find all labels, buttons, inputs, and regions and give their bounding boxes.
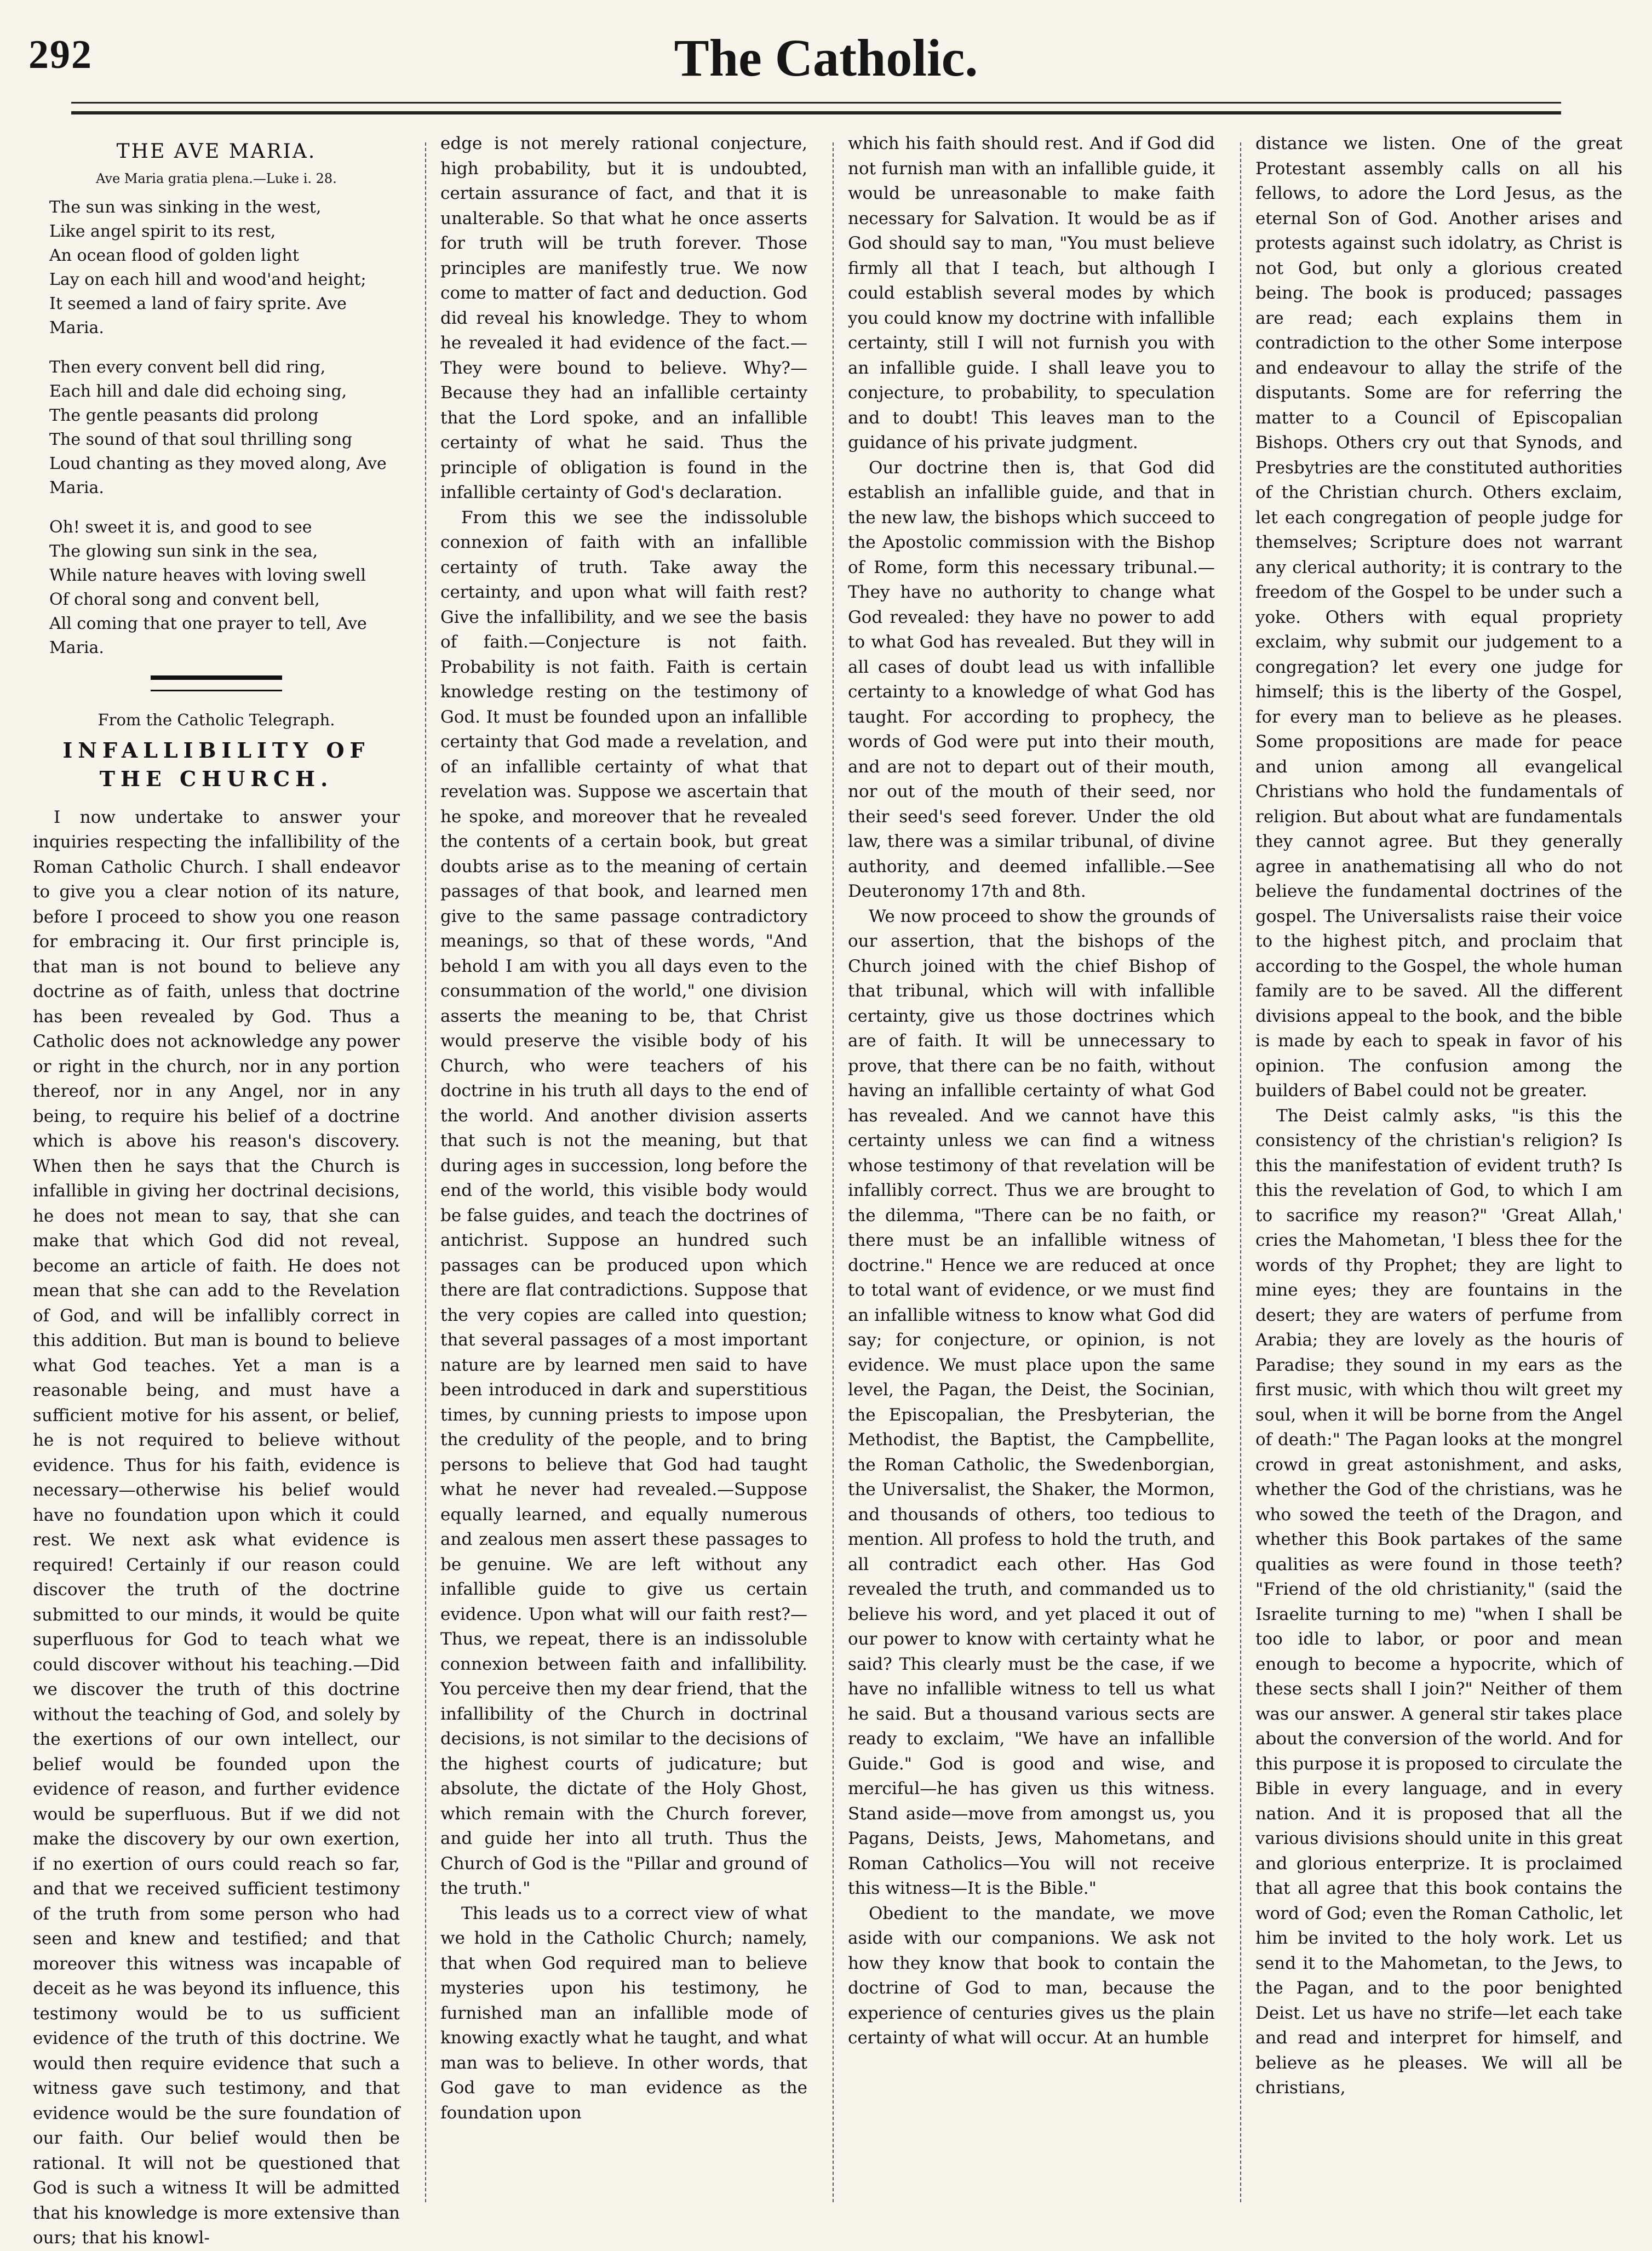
poem-line: Each hill and dale did echoing sing, <box>49 382 347 401</box>
newspaper-title: The Catholic. <box>674 28 978 87</box>
article-paragraph: This leads us to a correct view of what we hold in the Catholic Church; namely, that when God required man to believe mysteries upon his testimony, he furnished man an infallible mode of knowing exactly what he taught, and what man was to believe. In other words, that God gave to man evidence as the foundation upon <box>440 1903 807 2123</box>
poem-stanza <box>49 196 400 340</box>
poem-epigraph: Ave Maria gratia plena.—Luke i. 28. <box>96 170 337 186</box>
article-paragraph: The Deist calmly asks, "is this the consistency of the christian's religion? Is this the manifestation of evident truth? Is this the revelation of God, to which I am to sacrifice my reason?" 'Great Allah,' cries the Mahometan, 'I bless thee for the words of thy Prophet; they are light to mine eyes; they are fountains in the desert; they are waters of perfume from Arabia; they are lovely as the houris of Paradise; they sound in my ears as the first music, with which thou wilt greet my soul, when it will be borne from the Angel of death:" The Pagan looks at the mongrel crowd in great astonishment, and asks, whether the God of the christians, was he who sowed the teeth of the Dragon, and whether this Book partakes of the same qualities as were found in those teeth? "Friend of the old christianity," (said the Israelite turning to me) "when I shall be too idle to labor, or poor and mean enough to become a hypocrite, which of these sects shall I join?" Neither of them was our answer. A general stir takes place about the conversion of the world. And for this purpose it is proposed to circulate the Bible in every language, and in every nation. And it is proposed that all the various divisions should unite in this great and glorious enterprize. It is proclaimed that all agree that this book contains the word of God; even the Roman Catholic, let him be invited to the holy work. Let us send it to the Mahometan, to the Jews, to the Pagan, and to the poor benighted Deist. Let us have no strife—let each take and read and interpret for himself, and believe as he pleases. We will all be christians, <box>1255 1106 1622 2098</box>
column-divider <box>833 142 834 2202</box>
poem-line: Lay on each hill and wood'and height; <box>49 270 366 289</box>
poem-line: An ocean flood of golden light <box>49 246 299 265</box>
article-paragraph: which his faith should rest. And if God did not furnish man with an infallible guide, it would be unreasonable to make faith necessary for Salvation. It would be as if God should say to man, "You must believe firmly all that I teach, but although I could establish several modes by which you could know my doctrine with infallible certainty, still I will not furnish you with an infallible guide. I shall leave you to conjecture, to probability, to speculation and to doubt! This leaves man to the guidance of his private judgment. <box>848 134 1215 453</box>
article-paragraph: distance we listen. One of the great Protestant assembly calls on all his fellows, to adore the Lord Jesus, as the eternal Son of God. Another arises and protests against such idolatry, as Christ is not God, but only a glorious created being. The book is produced; passages are read; each explains them in contradiction to the other Some interpose and endeavour to allay the strife of the disputants. Some are for referring the matter to a Council of Episcopalian Bishops. Others cry out that Synods, and Presbytries are the constituted authorities of the Christian church. Others exclaim, let each congregation of people judge for themselves; Scripture does not warrant any clerical authority; it is contrary to the freedom of the Gospel to be under such a yoke. Others with equal propriety exclaim, why submit our judgement to a congregation? let every one judge for himself; this is the liberty of the Gospel, for every man to believe as he pleases. Some propositions are made for peace and union among all evangelical Christians who hold the fundamentals of religion. But about what are fundamentals they cannot agree. But they generally agree in anathematising all who do not believe the fundamental doctrines of the gospel. The Universalists raise their voice to the highest pitch, and proclaim that according to the Gospel, the whole human family are to be saved. All the different divisions appeal to the book, and the bible is made by each to speak in favor of his opinion. The confusion among the builders of Babel could not be greater. <box>1255 134 1622 1101</box>
article-paragraph: We now proceed to show the grounds of our assertion, that the bishops of the Church joined with the chief Bishop of that tribunal, which will with infallible certainty, give us those doctrines which are of faith. It will be unnecessary to prove, that there can be no faith, without having an infallible certainty of what God has revealed. And we cannot have this certainty unless we can find a witness whose testimony of that revelation will be infallibly correct. Thus we are brought to the dilemma, "There can be no faith, or there must be an infallible witness of doctrine." Hence we are reduced at once to total want of evidence, or we must find an infallible witness to know what God did say; for conjecture, or opinion, is not evidence. We must place upon the same level, the Pagan, the Deist, the Socinian, the Episcopalian, the Presbyterian, the Methodist, the Baptist, the Campbellite, the Roman Catholic, the Swedenborgian, the Universalist, the Shaker, the Mormon, and thousands of others, too tedious to mention. All profess to hold the truth, and all contradict each other. Has God revealed the truth, and commanded us to believe his word, and yet placed it out of our power to know with certainty what he said? This clearly must be the case, if we have no infallible witness to tell us what he said. But a thousand various sects are ready to exclaim, "We have an infallible Guide." God is good and wise, and merciful—he has given us this witness. Stand aside—move from amongst us, you Pagans, Deists, Jews, Mahometans, and Roman Catholics—You will not receive this witness—It is the Bible." <box>848 906 1215 1898</box>
poem-line: Then every convent bell did ring, <box>49 358 326 377</box>
poem-line: Like angel spirit to its rest, <box>49 222 276 241</box>
newspaper-columns <box>33 131 1622 2248</box>
article-paragraph: Our doctrine then is, that God did establish an infallible guide, and that in the new law, the bishops which succeed to the Apostolic commission with the Bishop of Rome, form this necessary tribunal.—They have no authority to change what God revealed: they have no power to add to what God has revealed. But they will in all cases of doubt lead us with infallible certainty to a knowledge of what God has taught. For according to prophecy, the words of God were put into their mouth, and are not to depart out of their mouth, nor out of the mouth of their seed, nor their seed's seed forever. Under the old law, there was a similar tribunal, of divine authority, and deemed infallible.—See Deuteronomy 17th and 8th. <box>848 457 1215 901</box>
poem-line: It seemed a land of fairy sprite. Ave Maria. <box>49 294 347 337</box>
column-divider <box>425 142 426 2202</box>
column-1 <box>33 131 400 2248</box>
poem-line: The sun was sinking in the west, <box>49 198 322 217</box>
article-paragraph: edge is not merely rational conjecture, high probability, but it is undoubted, certain assurance of fact, and that it is unalterable. So that what he once asserts for truth will be truth forever. Those principles are manifestly true. We now come to matter of fact and deduction. God did reveal his knowledge. They to whom he revealed it had evidence of the fact.—They were bound to believe. Why?—Because they had an infallible certainty that the Lord spoke, and an infallible certainty of what he said. Thus the principle of obligation is found in the infallible certainty of God's declaration. <box>440 134 807 502</box>
header-rule <box>71 102 1561 114</box>
column-4 <box>1255 131 1622 2208</box>
poem-stanza <box>49 516 400 660</box>
poem-line: Oh! sweet it is, and good to see <box>49 518 312 537</box>
poem-line: All coming that one prayer to tell, Ave Maria. <box>49 614 367 657</box>
poem-line: The glowing sun sink in the sea, <box>49 542 318 561</box>
article-title: INFALLIBILITY OF THE CHURCH. <box>62 737 370 791</box>
poem-line: The gentle peasants did prolong <box>49 406 319 425</box>
poem-line: While nature heaves with loving swell <box>49 566 366 585</box>
poem-line: The sound of that soul thrilling song <box>49 430 353 449</box>
poem-title: THE AVE MARIA. <box>116 140 317 163</box>
column-3 <box>848 131 1215 2208</box>
section-separator <box>151 675 282 691</box>
page-number: 292 <box>28 32 93 77</box>
poem-line: Of choral song and convent bell, <box>49 590 320 609</box>
poem-line: Loud chanting as they moved along, Ave Maria. <box>49 454 387 497</box>
column-2 <box>440 131 807 2208</box>
article-paragraph: I now undertake to answer your inquiries respecting the infallibility of the Roman Catholic Church. I shall endeavor to give you a clear notion of its nature, before I proceed to show you one reason for embracing it. Our first principle is, that man is not bound to believe any doctrine as of faith, unless that doctrine has been revealed by God. Thus a Catholic does not acknowledge any power or right in the church, nor in any portion thereof, nor in any Angel, nor in any being, to require his belief of a doctrine which is above his reason's discovery. When then he says that the Church is infallible in giving her doctrinal decisions, he does not mean to say, that she can make that which God did not reveal, become an article of faith. He does not mean that she can add to the Revelation of God, and will be infallibly correct in this addition. But man is bound to believe what God teaches. Yet a man is a reasonable being, and must have a sufficient motive for his assent, or belief, he is not required to believe without evidence. Thus for his faith, evidence is necessary—otherwise his belief would have no foundation upon which it could rest. We next ask what evidence is required! Certainly if our reason could discover the truth of the doctrine submitted to our minds, it would be quite superfluous for God to teach what we could discover without his teaching.—Did we discover the truth of this doctrine without the teaching of God, and solely by the exertions of our own intellect, our belief would be founded upon the evidence of reason, and further evidence would be superfluous. But if we did not make the discovery by our own exertion, if no exertion of ours could reach so far, and that we received sufficient testimony of the truth from some person who had seen and knew and testified; and that moreover this witness was incapable of deceit as he was beyond its influence, this testimony would be to us sufficient evidence of the truth of this doctrine. We would then require evidence that such a witness gave such testimony, and that evidence would be the sure foundation of our faith. Our belief would then be rational. It will not be questioned that God is such a witness It will be admitted that his knowledge is more extensive than ours; that his knowl- <box>33 807 400 2248</box>
masthead <box>0 0 1652 131</box>
column-divider <box>1240 142 1241 2202</box>
article-paragraph: From this we see the indissoluble connexion of faith with an infallible certainty of truth. Take away the certainty, and upon what will faith rest? Give the infallibility, and we see the basis of faith.—Conjecture is not faith. Probability is not faith. Faith is certain knowledge resting on the testimony of God. It must be founded upon an infallible certainty that God made a revelation, and of an infallible certainty of what that revelation was. Suppose we ascertain that he spoke, and moreover that he revealed the contents of a certain book, but great doubts arise as to the meaning of certain passages of that book, and learned men give to the same passage contradictory meanings, so that of these words, "And behold I am with you all days even to the consummation of the world," one division asserts the meaning to be, that Christ would preserve the visible body of his Church, who were teachers of his doctrine in his truth all days to the end of the world. And another division asserts that such is not the meaning, but that during ages in succession, long before the end of the world, this visible body would be false guides, and teach the doctrines of antichrist. Suppose an hundred such passages can be produced upon which there are flat contradictions. Suppose that the very copies are called into question; that several passages of a most important nature are by learned men said to have been introduced in dark and superstitious times, by cunning priests to impose upon the credulity of the people, and to bring persons to believe that God had taught what he never had revealed.—Suppose equally learned, and equally numerous and zealous men assert these passages to be genuine. We are left without any infallible guide to give us certain evidence. Upon what will our faith rest?—Thus, we repeat, there is an indissoluble connexion between faith and infallibility. You perceive then my dear friend, that the infallibility of the Church in doctrinal decisions, is not similar to the decisions of the highest courts of judicature; but absolute, the dictate of the Holy Ghost, which remain with the Church forever, and guide her into all truth. Thus the Church of God is the "Pillar and ground of the truth." <box>440 507 807 1898</box>
poem-stanza <box>49 356 400 500</box>
article-paragraph: Obedient to the mandate, we move aside with our companions. We ask not how they know that book to contain the doctrine of God to man, because the experience of centuries gives us the plain certainty of what will occur. At an humble <box>848 1903 1215 2048</box>
article-source: From the Catholic Telegraph. <box>97 711 335 729</box>
